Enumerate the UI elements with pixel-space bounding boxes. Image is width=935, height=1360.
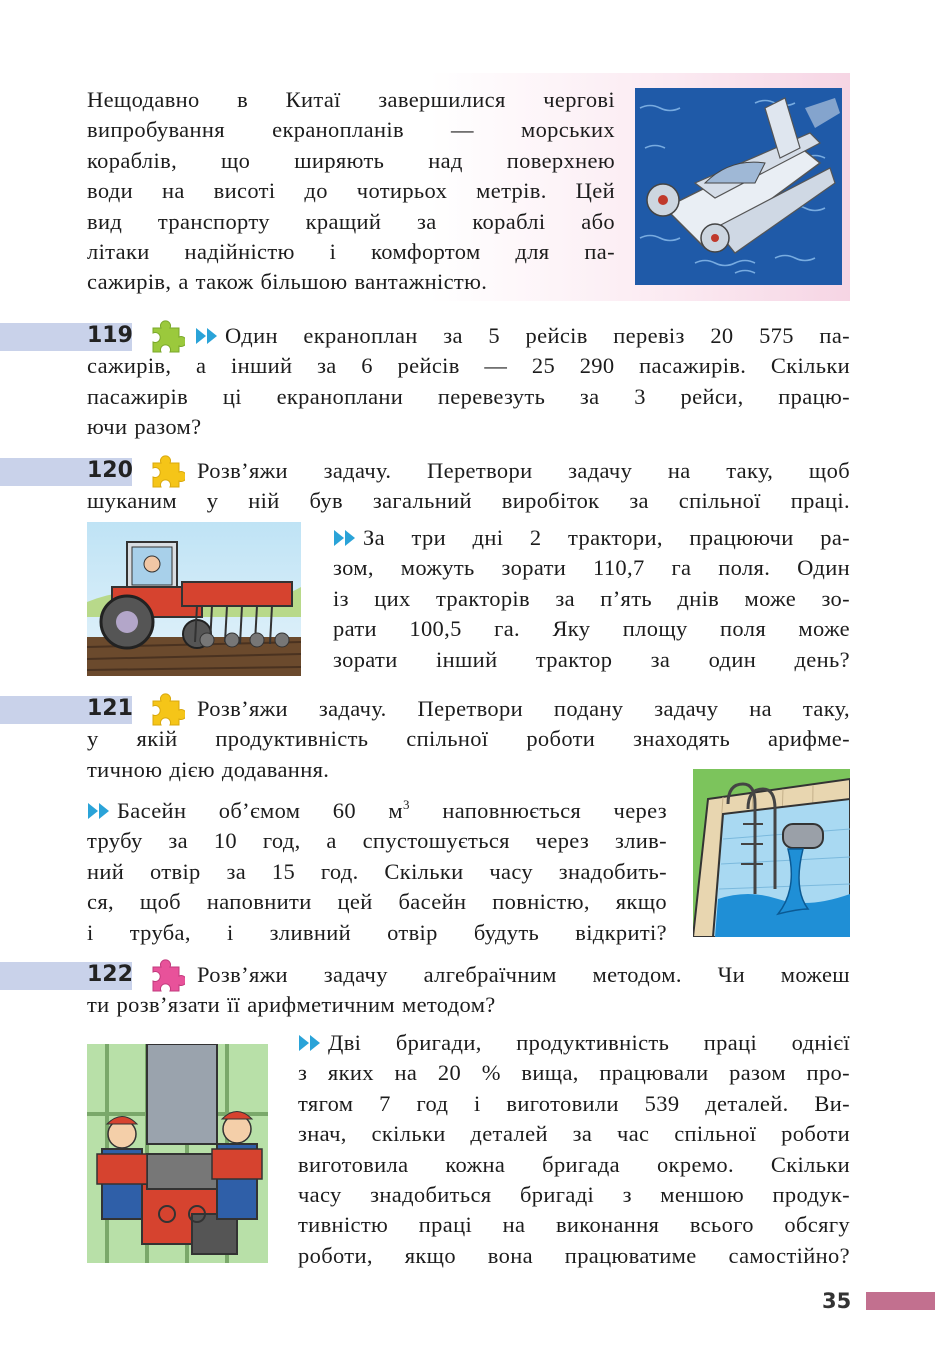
task-number: 121	[87, 696, 133, 721]
tractor-illustration	[87, 522, 301, 676]
double-arrow-icon	[298, 1034, 322, 1052]
workers-illustration	[87, 1044, 268, 1263]
problem-line: зорати інший трактор за один день?	[333, 646, 850, 672]
double-arrow-icon	[333, 529, 357, 547]
task-122-problem	[298, 1028, 850, 1271]
problem-line: рати 100,5 га. Яку площу поля може	[333, 616, 850, 642]
task-line: Розв’яжи задачу. Перетвори подану задачу на таку,	[197, 696, 850, 721]
pool-illustration	[693, 769, 850, 937]
task-120-problem	[333, 523, 850, 675]
problem-line-tail: наповнюється через	[409, 798, 667, 823]
problem-line: знач, скільки деталей за час спільної роботи	[298, 1121, 850, 1147]
superscript: 3	[403, 797, 410, 812]
problem-line: роботи, якщо вона працюватиме самостійно?	[298, 1242, 850, 1268]
problem-line: виготовила кожна бригада окремо. Скільки	[298, 1151, 850, 1177]
task-line: сажирів, а інший за 6 рейсів — 25 290 пасажирів. Скільки	[87, 353, 850, 379]
task-119-text	[87, 321, 850, 443]
page-number: 35	[822, 1289, 852, 1313]
problem-line: ся, щоб наповнити цей басейн повністю, якщо	[87, 889, 667, 915]
double-arrow-icon	[195, 327, 219, 345]
problem-line: зом, можуть зорати 110,7 га поля. Один	[333, 555, 850, 581]
intro-line: води на висоті до чотирьох метрів. Цей	[87, 178, 615, 204]
task-line: шуканим у ній був загальний виробіток за спільної праці.	[87, 488, 850, 514]
task-number: 120	[87, 458, 133, 483]
task-number: 119	[87, 323, 133, 348]
intro-line: кораблів, що ширяють над поверхнею	[87, 147, 615, 173]
intro-line: літаки надійністю і комфортом для па-	[87, 239, 615, 265]
problem-line: з яких на 20 % вища, працювали разом про-	[298, 1060, 850, 1086]
intro-line: сажирів, а також більшою вантажністю.	[87, 269, 488, 295]
ekranoplan-illustration	[635, 88, 842, 285]
problem-line: Дві бригади, продуктивність праці однієї	[328, 1030, 850, 1055]
intro-line: вид транспорту кращий за кораблі або	[87, 208, 615, 234]
problem-line: Басейн об’ємом 60 м	[117, 798, 404, 823]
task-line: Один екраноплан за 5 рейсів перевіз 20 575 па-	[225, 323, 850, 348]
problem-line: трубу за 10 год, а спустошується через злив-	[87, 828, 667, 854]
task-line: Розв’яжи задачу алгебраїчним методом. Чи можеш	[197, 962, 850, 987]
task-line: Розв’яжи задачу. Перетвори задачу на таку, щоб	[197, 458, 850, 483]
problem-line: і труба, і зливний отвір будуть відкриті?	[87, 919, 667, 945]
problem-line: тягом 7 год і виготовили 539 деталей. Ви-	[298, 1090, 850, 1116]
problem-line: часу знадобиться бригаді з меншою продук-	[298, 1182, 850, 1208]
footer-bar	[866, 1292, 935, 1310]
intro-line: випробування екранопланів — морських	[87, 117, 615, 143]
task-line: ючи разом?	[87, 414, 202, 440]
task-line: пасажирів ці екраноплани перевезуть за 3 рейси, працю-	[87, 383, 850, 409]
task-number: 122	[87, 962, 133, 987]
intro-text	[87, 85, 615, 298]
intro-line: Нещодавно в Китаї завершилися чергові	[87, 87, 615, 112]
task-line: тичною дією додавання.	[87, 756, 330, 782]
task-122-text	[87, 960, 850, 1021]
problem-line: із цих тракторів за п’ять днів може зо-	[333, 585, 850, 611]
task-line: у якій продуктивність спільної роботи знаходять арифме-	[87, 726, 850, 752]
problem-line: ний отвір за 15 год. Скільки часу знадобить-	[87, 858, 667, 884]
problem-line: тивністю праці на виконання всього обсягу	[298, 1212, 850, 1238]
task-line: ти розв’язати її арифметичним методом?	[87, 992, 496, 1018]
double-arrow-icon	[87, 802, 111, 820]
problem-line: За три дні 2 трактори, працюючи ра-	[363, 525, 850, 550]
task-121-problem	[87, 790, 667, 948]
task-120-text	[87, 456, 850, 517]
